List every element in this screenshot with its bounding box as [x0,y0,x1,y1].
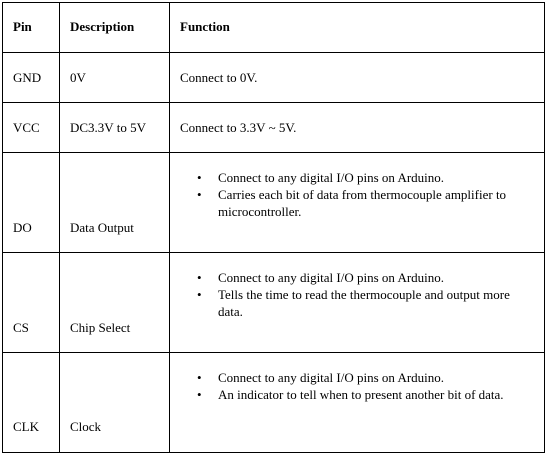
table-row-cs [3,253,545,353]
function-cell [170,253,545,353]
bullet-text: Connect to any digital I/O pins on Arduino. [218,170,445,185]
function-cell: Connect to 0V. [170,53,545,103]
bullet-icon: • [197,370,202,385]
bullet-icon: • [197,187,202,202]
description-cell: DC3.3V to 5V [60,103,170,153]
table-row-gnd [3,53,545,103]
function-cell: Connect to 3.3V ~ 5V. [170,103,545,153]
bullet-icon: • [197,170,202,185]
description-cell: 0V [60,53,170,103]
function-bullet-list [170,269,544,320]
bullet-text: Carries each bit of data from thermocouple amplifier to microcontroller. [218,187,507,219]
description-cell: Clock [60,353,170,453]
header-function: Function [170,3,545,53]
table-row-vcc [3,103,545,153]
function-bullet-list [170,369,544,403]
bullet-icon: • [197,287,202,302]
pin-cell: VCC [3,103,60,153]
bullet-item [197,286,544,320]
bullet-icon: • [197,270,202,285]
bullet-item [197,269,544,286]
function-bullet-list [170,169,544,220]
bullet-text: Connect to any digital I/O pins on Arduino. [218,270,445,285]
table-row-clk [3,353,545,453]
pin-cell: CS [3,253,60,353]
header-pin: Pin [3,3,60,53]
bullet-item [197,169,544,186]
description-cell: Data Output [60,153,170,253]
header-row [3,3,545,53]
bullet-text: An indicator to tell when to present another bit of data. [218,387,504,402]
bullet-text: Tells the time to read the thermocouple and output more data. [218,287,510,319]
bullet-item [197,386,544,403]
bullet-text: Connect to any digital I/O pins on Arduino. [218,370,445,385]
bullet-item [197,369,544,386]
pin-cell: GND [3,53,60,103]
bullet-item [197,186,544,220]
bullet-icon: • [197,387,202,402]
function-cell [170,353,545,453]
pin-table [2,2,545,453]
pin-cell: DO [3,153,60,253]
header-description: Description [60,3,170,53]
table-row-do [3,153,545,253]
function-cell [170,153,545,253]
description-cell: Chip Select [60,253,170,353]
pin-cell: CLK [3,353,60,453]
